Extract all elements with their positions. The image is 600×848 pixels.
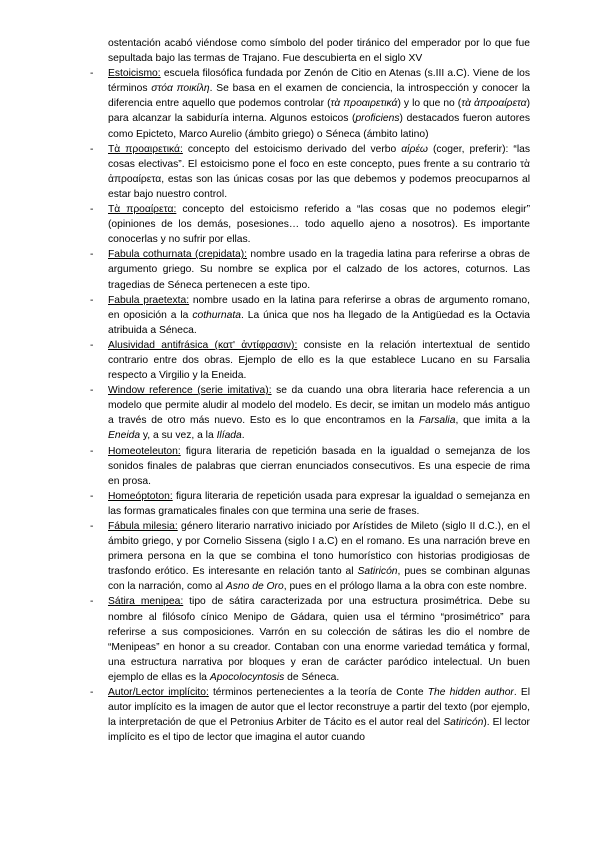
glossary-term: Τὰ προαίρετα:	[108, 204, 177, 216]
italic-text: Ilíada	[216, 430, 242, 442]
definition-text: nombre usado en la tragedia latina para referirse a obras de argumento griego. Su nombre se explica por el calzado de los actores, coturnos. Las tragedias de Séneca pertenecen a este tipo.	[108, 249, 530, 291]
bullet-dash: -	[90, 445, 94, 457]
bullet-dash: -	[90, 249, 94, 261]
glossary-entry	[90, 293, 530, 338]
bullet-dash: -	[90, 339, 94, 351]
definition-text: se da cuando una obra literaria hace referencia a un modelo que permite aludir al modelo del modelo. Es decir, se imitan un modelo más antiguo a través de otro más nuevo. Esto es lo que encontramos en la	[108, 385, 530, 427]
definition-text: de Séneca.	[284, 671, 340, 683]
glossary-term: Window reference (serie imitativa):	[108, 385, 272, 397]
glossary-entry	[90, 685, 530, 745]
definition-text: , pues se combinan algunas con la narración, como al	[108, 566, 530, 593]
bullet-dash: -	[90, 687, 94, 699]
continuation-paragraph: ostentación acabó viéndose como símbolo del poder tiránico del emperador por lo que fue sepultada bajo las termas de Trajano. Fue descubierta en el siglo XV	[108, 38, 530, 65]
glossary-term: Fábula milesia:	[108, 521, 178, 532]
glossary-entry	[90, 202, 530, 247]
definition-text: . La única que nos ha llegado de la Antigüedad es la Octavia atribuida a Séneca.	[108, 309, 530, 336]
definition-text: .	[241, 430, 245, 442]
definition-text: nombre usado en la latina para referirse a obras de argumento romano, en oposición a la	[108, 294, 530, 321]
glossary-content	[90, 36, 530, 745]
definition-text: y, a su vez, a la	[140, 430, 217, 442]
definition-text: género literario narrativo iniciado por Arístides de Mileto (siglo II d.C.), en el ámbito griego, y por Cornelio Sissena (siglo I a.C) en el romano. Es una narración breve en primera persona en la que se combina el tono humorístico con historias prodigiosas de trasfondo erótico. Es interesante en relación tanto al	[108, 521, 530, 578]
glossary-term: Homeóptoton:	[108, 490, 173, 502]
glossary-term: Fabula praetexta:	[108, 294, 190, 306]
bullet-dash: -	[90, 490, 94, 502]
italic-text: Apocolocyntosis	[209, 671, 285, 683]
glossary-term: Fabula cothurnata (crepidata):	[108, 249, 248, 261]
bullet-dash: -	[90, 68, 94, 80]
glossary-term: Τὰ προαιρετικά:	[108, 143, 183, 155]
definition-text: ) y lo que no (	[397, 98, 462, 110]
definition-text: ). El lector implícito es el tipo de lector que imagina el autor cuando	[108, 717, 530, 744]
definition-text: concepto del estoicismo derivado del verbo	[182, 143, 402, 155]
glossary-term: Sátira menipea:	[108, 596, 184, 608]
bullet-dash: -	[90, 385, 94, 397]
italic-text: Satiricón	[357, 566, 398, 578]
glossary-term: Estoicismo:	[108, 68, 161, 80]
italic-text: proficiens	[355, 113, 400, 125]
glossary-entry	[90, 444, 530, 489]
italic-text: Farsalia	[418, 415, 456, 427]
definition-text: figura literaria de repetición basada en la igualdad o semejanza de los sonidos finales de palabras que cierran enunciados consecutivos. Es una especie de rima en prosa.	[108, 445, 530, 487]
italic-text: The hidden author	[427, 687, 514, 699]
definition-text: concepto del estoicismo referido a “las cosas que no podemos elegir” (opiniones de los demás, posesiones… todo aquello ajeno a nosotros). Es importante conocerlas y no sufrir por ellas.	[108, 204, 531, 246]
italic-text: τὰ ἀπροαίρετα	[461, 98, 527, 110]
glossary-entry	[90, 66, 530, 141]
definition-text: consiste en la relación intertextual de sentido contrario entre dos obras. Ejemplo de ello es la que establece Lucano en su Farsalia respecto a Virgilio y la Eneida.	[108, 339, 530, 382]
glossary-entry	[90, 247, 530, 292]
glossary-entry	[90, 338, 530, 383]
bullet-dash: -	[90, 143, 94, 155]
glossary-entry	[90, 142, 530, 202]
glossary-entry	[90, 489, 530, 519]
glossary-list	[90, 66, 530, 745]
definition-text: , que imita a la	[455, 415, 530, 427]
bullet-dash: -	[90, 521, 94, 532]
definition-text: ) para alcanzar la sabiduría interna. Algunos estoicos (	[108, 98, 530, 125]
glossary-entry	[90, 383, 530, 443]
italic-text: αἱρέω	[401, 143, 428, 155]
definition-text: tipo de sátira caracterizada por una estructura prosimétrica. Debe su nombre al filósofo cínico Menipo de Gádara, quien usa el término “prosimétrico” para referirse a sus composiciones. Varrón en su colección de sátiras les dio el nombre de “Menipeas” en honor a su creador. Contaban con una enorme variedad temática y formal, una estructura narrativa por bloques y eran de carácter paródico intelectual. Un buen ejemplo de ellas es la	[108, 596, 530, 683]
definition-text: ) destacados fueron autores como Epicteto, Marco Aurelio (ámbito griego) o Séneca (ámbito latino)	[108, 113, 531, 140]
italic-text: Satiricón	[443, 717, 484, 729]
bullet-dash: -	[90, 294, 94, 306]
italic-text: Eneida	[108, 430, 141, 442]
definition-text: figura literaria de repetición usada para expresar la igualdad o semejanza en las formas gramaticales finales con que termina una serie de frases.	[108, 490, 530, 517]
definition-text: (coger, preferir): “las cosas electivas”. El estoicismo pone el foco en este concepto, pues frente a su contrario τὰ ἀπροαίρετα, estas son las únicas cosas por las que debemos y podemos preocuparnos al estar bajo nuestro control.	[108, 143, 530, 200]
glossary-term: Alusividad antifrásica (κατ' ἀντίφρασιν):	[108, 339, 298, 351]
italic-text: τὰ προαιρετικά	[330, 98, 398, 110]
bullet-dash: -	[90, 596, 94, 608]
bullet-dash: -	[90, 204, 94, 216]
glossary-term: Autor/Lector implícito:	[108, 687, 209, 699]
definition-text: . El autor implícito es la imagen de autor que el lector reconstruye a partir del texto (por ejemplo, la interpretación de que el Petronius Arbiter de Tácito es el autor real del	[108, 687, 530, 729]
glossary-entry	[90, 519, 530, 594]
glossary-term: Homeoteleuton:	[108, 445, 181, 457]
glossary-entry	[90, 594, 530, 685]
italic-text: Asno de Oro	[225, 581, 284, 593]
definition-text: . Se basa en el examen de conciencia, la introspección y conocer la diferencia entre aquello que podemos controlar (	[108, 83, 530, 110]
definition-text: términos pertenecientes a la teoría de Conte	[208, 687, 428, 699]
italic-text: στόα ποικίλη	[151, 83, 210, 95]
definition-text: escuela filosófica fundada por Zenón de Citio en Atenas (s.III a.C). Viene de los términos	[108, 68, 530, 95]
definition-text: , pues en el prólogo llama a la obra con este nombre.	[283, 581, 527, 593]
italic-text: cothurnata	[192, 309, 241, 321]
